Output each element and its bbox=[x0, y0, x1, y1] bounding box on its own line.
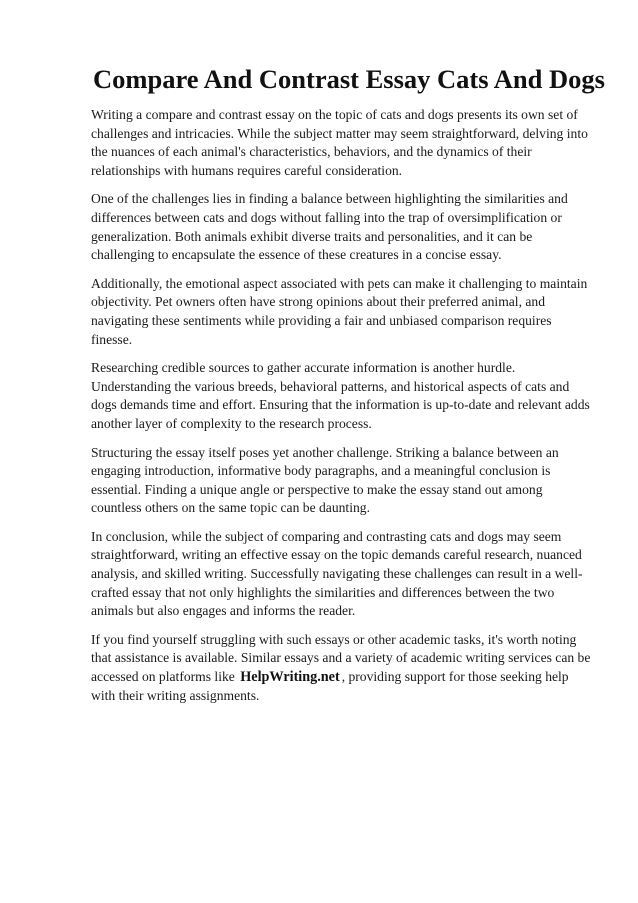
assistance-text-after: , providing support for those seeking help with their writing assignments. bbox=[91, 669, 569, 703]
paragraph-assistance bbox=[91, 631, 596, 705]
assistance-text-before: If you find yourself struggling with such essays or other academic tasks, it's worth noting that assistance is available. Similar essays and a variety of academic writing services can be accessed on platforms like bbox=[91, 631, 591, 685]
helpwriting-link[interactable]: HelpWriting.net bbox=[240, 669, 340, 686]
paragraph-research: Researching credible sources to gather accurate information is another hurdle. Understanding the various breeds, behavioral patterns, and historical aspects of cats and dogs demands time and effort. Ensuring that the information is up-to-date and relevant adds another layer of complexity to the research process. bbox=[91, 360, 590, 431]
paragraph-conclusion: In conclusion, while the subject of comparing and contrasting cats and dogs may seem straightforward, writing an effective essay on the topic demands careful research, nuanced analysis, and skilled writing. Successfully navigating these challenges can result in a well-crafted essay that not only highlights the similarities and differences between the two animals but also engages and informs the reader. bbox=[91, 528, 583, 619]
page-title: Compare And Contrast Essay Cats And Dogs bbox=[93, 64, 605, 94]
paragraph-emotional-aspect: Additionally, the emotional aspect associated with pets can make it challenging to maintain objectivity. Pet owners often have strong opinions about their preferred animal, and navigating these sentiments while providing a fair and unbiased comparison requires finesse. bbox=[91, 275, 588, 347]
paragraph-structure: Structuring the essay itself poses yet another challenge. Striking a balance between an engaging introduction, informative body paragraphs, and a meaningful conclusion is essential. Finding a unique angle or perspective to make the essay stand out among countless others on the same topic can be daunting. bbox=[91, 444, 559, 516]
paragraph-intro: Writing a compare and contrast essay on the topic of cats and dogs presents its own set of challenges and intricacies. While the subject matter may seem straightforward, delving into the nuances of each animal's characteristics, behaviors, and the dynamics of their relationships with humans requires careful consideration. bbox=[91, 107, 588, 178]
paragraph-balance: One of the challenges lies in finding a balance between highlighting the similarities and differences between cats and dogs without falling into the trap of oversimplification or generalization. Both animals exhibit diverse traits and personalities, and it can be challenging to encapsulate the essence of these creatures in a concise essay. bbox=[91, 191, 568, 263]
